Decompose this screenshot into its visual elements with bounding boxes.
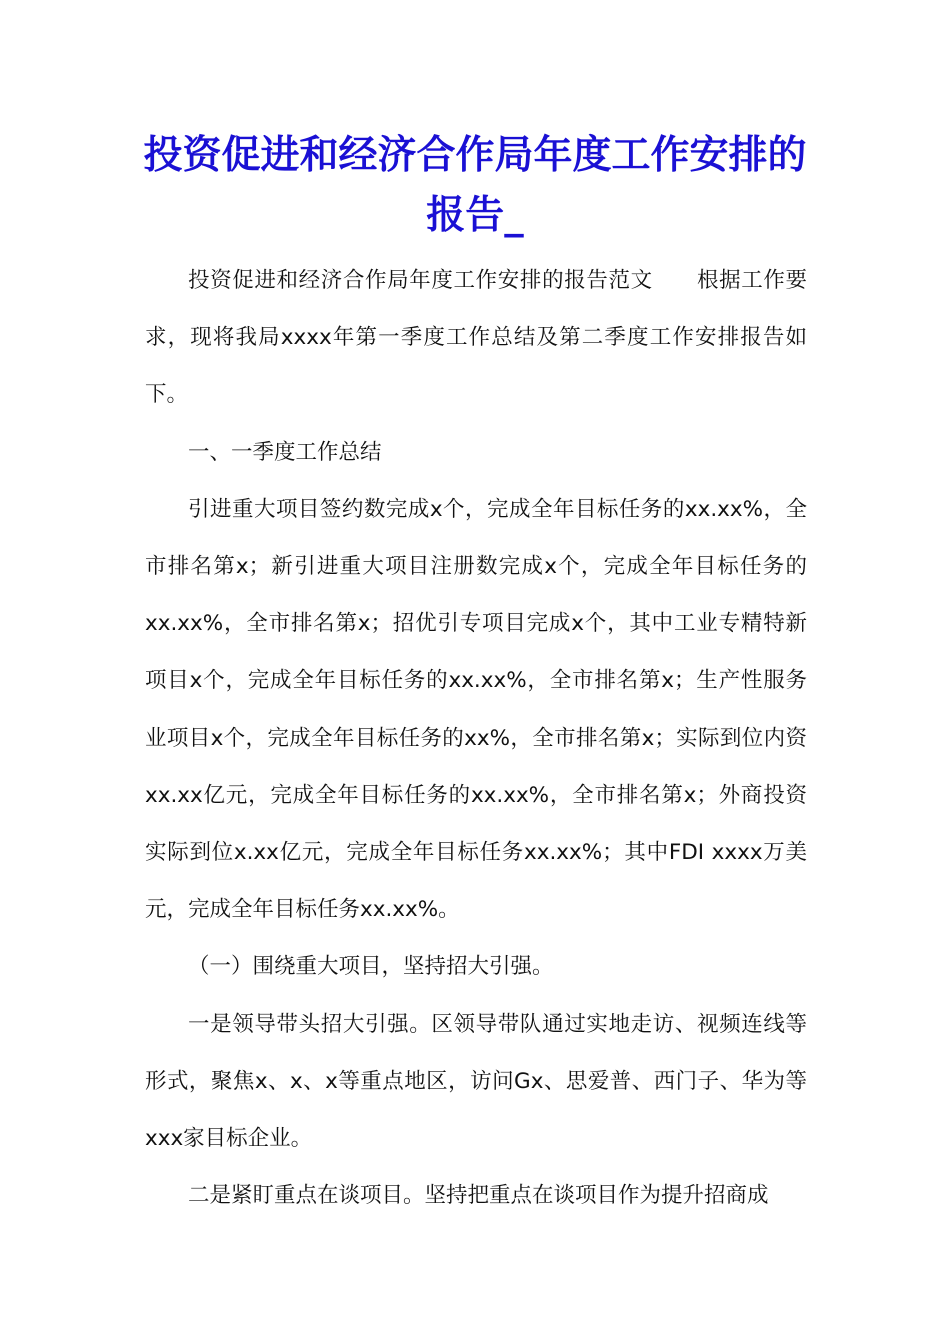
paragraph-intro: 投资促进和经济合作局年度工作安排的报告范文 根据工作要求，现将我局xxxx年第一季度工作总结及第二季度工作安排报告如下。 xyxy=(145,268,807,408)
paragraph-q1-results: 引进重大项目签约数完成x个，完成全年目标任务的xx.xx%，全市排名第x；新引进重大项目注册数完成x个，完成全年目标任务的xx.xx%，全市排名第x；招优引专项目完成x个，其中工业专精特新项目x个，完成全年目标任务的xx.xx%，全市排名第x；生产性服务业项目x个，完成全年目标任务的xx%，全市排名第x；实际到位内资xx.xx亿元，完成全年目标任务的xx.xx%，全市排名第x；外商投资实际到位x.xx亿元，完成全年目标任务xx.xx%；其中FDI xxxx万美元，完成全年目标任务xx.xx%。 xyxy=(145,496,807,923)
paragraph-leadership: 一是领导带头招大引强。区领导带队通过实地走访、视频连线等形式，聚焦x、x、x等重点地区，访问Gx、思爱普、西门子、华为等xxx家目标企业。 xyxy=(145,1011,807,1152)
section-heading-q1-summary: 一、一季度工作总结 xyxy=(188,439,382,465)
document-body xyxy=(145,252,807,1224)
document-title: 投资促进和经济合作局年度工作安排的报告_ xyxy=(143,132,807,238)
subsection-heading-major-projects: （一）围绕重大项目，坚持招大引强。 xyxy=(188,954,554,980)
paragraph-key-negotiations: 二是紧盯重点在谈项目。坚持把重点在谈项目作为提升招商成 xyxy=(188,1183,769,1209)
